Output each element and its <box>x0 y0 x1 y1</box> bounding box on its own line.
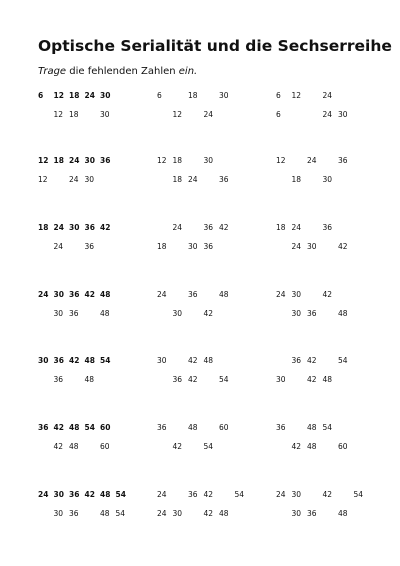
number: 36 <box>84 223 95 232</box>
number: 18 <box>188 91 198 100</box>
number: 54 <box>219 375 229 384</box>
number: 48 <box>219 509 229 518</box>
exercise-row <box>0 156 400 196</box>
number: 36 <box>53 375 64 384</box>
number: 18 <box>172 156 183 165</box>
number: 24 <box>276 490 286 499</box>
number: 12 <box>276 156 286 165</box>
number: 54 <box>84 423 95 432</box>
number: 54 <box>353 490 364 499</box>
number: 36 <box>322 223 333 232</box>
exercise-row <box>0 356 400 396</box>
number: 48 <box>307 423 317 432</box>
number: 48 <box>219 290 229 299</box>
number: 42 <box>100 223 111 232</box>
exercise-row <box>0 490 400 530</box>
number: 18 <box>38 223 49 232</box>
number: 30 <box>53 309 64 318</box>
number: 36 <box>188 490 198 499</box>
number: 18 <box>53 156 64 165</box>
number: 24 <box>53 223 64 232</box>
number: 42 <box>203 490 214 499</box>
number: 12 <box>157 156 167 165</box>
number: 36 <box>69 309 79 318</box>
number: 30 <box>291 309 302 318</box>
number: 42 <box>338 242 348 251</box>
number: 48 <box>84 356 95 365</box>
number: 24 <box>157 509 167 518</box>
number: 24 <box>188 175 198 184</box>
number: 48 <box>100 290 111 299</box>
number: 42 <box>172 442 183 451</box>
number: 42 <box>84 490 95 499</box>
number: 36 <box>53 356 64 365</box>
number: 48 <box>203 356 214 365</box>
instruction <box>38 66 197 77</box>
number: 36 <box>69 509 79 518</box>
number: 24 <box>157 290 167 299</box>
number: 48 <box>100 509 110 518</box>
number: 36 <box>100 156 111 165</box>
number: 24 <box>291 223 302 232</box>
number: 30 <box>157 356 167 365</box>
number: 48 <box>338 309 348 318</box>
number: 30 <box>172 309 183 318</box>
number: 36 <box>203 242 214 251</box>
number: 30 <box>53 509 64 518</box>
number: 42 <box>53 423 64 432</box>
number: 6 <box>276 110 281 119</box>
number: 12 <box>291 91 302 100</box>
number: 36 <box>38 423 49 432</box>
number: 42 <box>307 375 317 384</box>
number: 48 <box>100 309 110 318</box>
number: 36 <box>307 509 317 518</box>
number: 36 <box>276 423 286 432</box>
number: 48 <box>307 442 317 451</box>
number: 30 <box>188 242 198 251</box>
number: 30 <box>291 290 302 299</box>
number: 48 <box>69 423 80 432</box>
number: 30 <box>338 110 348 119</box>
number: 30 <box>219 91 229 100</box>
number: 30 <box>84 156 95 165</box>
number: 12 <box>38 156 49 165</box>
number: 54 <box>115 509 126 518</box>
number: 24 <box>322 91 333 100</box>
number: 12 <box>53 91 64 100</box>
instruction-tail: ein. <box>178 66 198 77</box>
number: 30 <box>276 375 286 384</box>
number: 42 <box>84 290 95 299</box>
number: 18 <box>172 175 183 184</box>
number: 42 <box>203 509 214 518</box>
number: 30 <box>322 175 333 184</box>
number: 24 <box>38 290 49 299</box>
exercise-row <box>0 91 400 131</box>
number: 24 <box>157 490 167 499</box>
number: 30 <box>307 242 317 251</box>
number: 24 <box>69 175 79 184</box>
number: 54 <box>115 490 126 499</box>
number: 48 <box>188 423 198 432</box>
number: 36 <box>69 290 80 299</box>
number: 42 <box>53 442 64 451</box>
number: 54 <box>322 423 333 432</box>
number: 30 <box>53 490 64 499</box>
number: 42 <box>188 356 198 365</box>
number: 6 <box>157 91 162 100</box>
number: 36 <box>188 290 198 299</box>
number: 24 <box>203 110 214 119</box>
number: 42 <box>291 442 302 451</box>
number: 60 <box>100 423 111 432</box>
number: 30 <box>291 509 302 518</box>
number: 42 <box>322 290 333 299</box>
number: 42 <box>322 490 333 499</box>
number: 24 <box>307 156 317 165</box>
number: 36 <box>69 490 80 499</box>
number: 42 <box>219 223 229 232</box>
number: 48 <box>69 442 79 451</box>
number: 42 <box>307 356 317 365</box>
number: 30 <box>172 509 183 518</box>
number: 24 <box>69 156 80 165</box>
number: 24 <box>53 242 64 251</box>
number: 30 <box>84 175 95 184</box>
number: 48 <box>100 490 111 499</box>
exercise-row <box>0 290 400 330</box>
number: 42 <box>188 375 198 384</box>
instruction-text: die fehlenden Zahlen <box>66 66 179 77</box>
exercise-row <box>0 223 400 263</box>
number: 18 <box>276 223 286 232</box>
number: 30 <box>100 91 111 100</box>
number: 36 <box>203 223 214 232</box>
number: 42 <box>69 356 80 365</box>
number: 60 <box>219 423 229 432</box>
number: 36 <box>84 242 95 251</box>
number: 36 <box>219 175 229 184</box>
instruction-lead: Trage <box>38 66 67 77</box>
number: 36 <box>172 375 183 384</box>
number: 24 <box>172 223 183 232</box>
number: 54 <box>100 356 111 365</box>
number: 60 <box>338 442 348 451</box>
number: 18 <box>157 242 167 251</box>
number: 30 <box>69 223 80 232</box>
number: 6 <box>276 91 281 100</box>
number: 42 <box>203 309 214 318</box>
number: 24 <box>38 490 49 499</box>
number: 36 <box>157 423 167 432</box>
number: 18 <box>291 175 302 184</box>
number: 18 <box>69 110 79 119</box>
number: 30 <box>100 110 110 119</box>
number: 54 <box>338 356 348 365</box>
number: 6 <box>38 91 44 100</box>
number: 60 <box>100 442 110 451</box>
number: 12 <box>172 110 183 119</box>
number: 18 <box>69 91 80 100</box>
number: 24 <box>322 110 333 119</box>
number: 36 <box>307 309 317 318</box>
number: 48 <box>84 375 95 384</box>
number: 12 <box>53 110 64 119</box>
number: 30 <box>53 290 64 299</box>
number: 54 <box>203 442 214 451</box>
number: 48 <box>322 375 333 384</box>
number: 36 <box>291 356 302 365</box>
number: 12 <box>38 175 48 184</box>
number: 36 <box>338 156 348 165</box>
number: 54 <box>234 490 245 499</box>
number: 30 <box>203 156 214 165</box>
number: 24 <box>291 242 302 251</box>
number: 30 <box>291 490 302 499</box>
number: 30 <box>38 356 49 365</box>
number: 48 <box>338 509 348 518</box>
page-title: Optische Serialität und die Sechserreihe <box>38 37 392 55</box>
number: 24 <box>84 91 95 100</box>
exercise-row <box>0 423 400 463</box>
number: 24 <box>276 290 286 299</box>
